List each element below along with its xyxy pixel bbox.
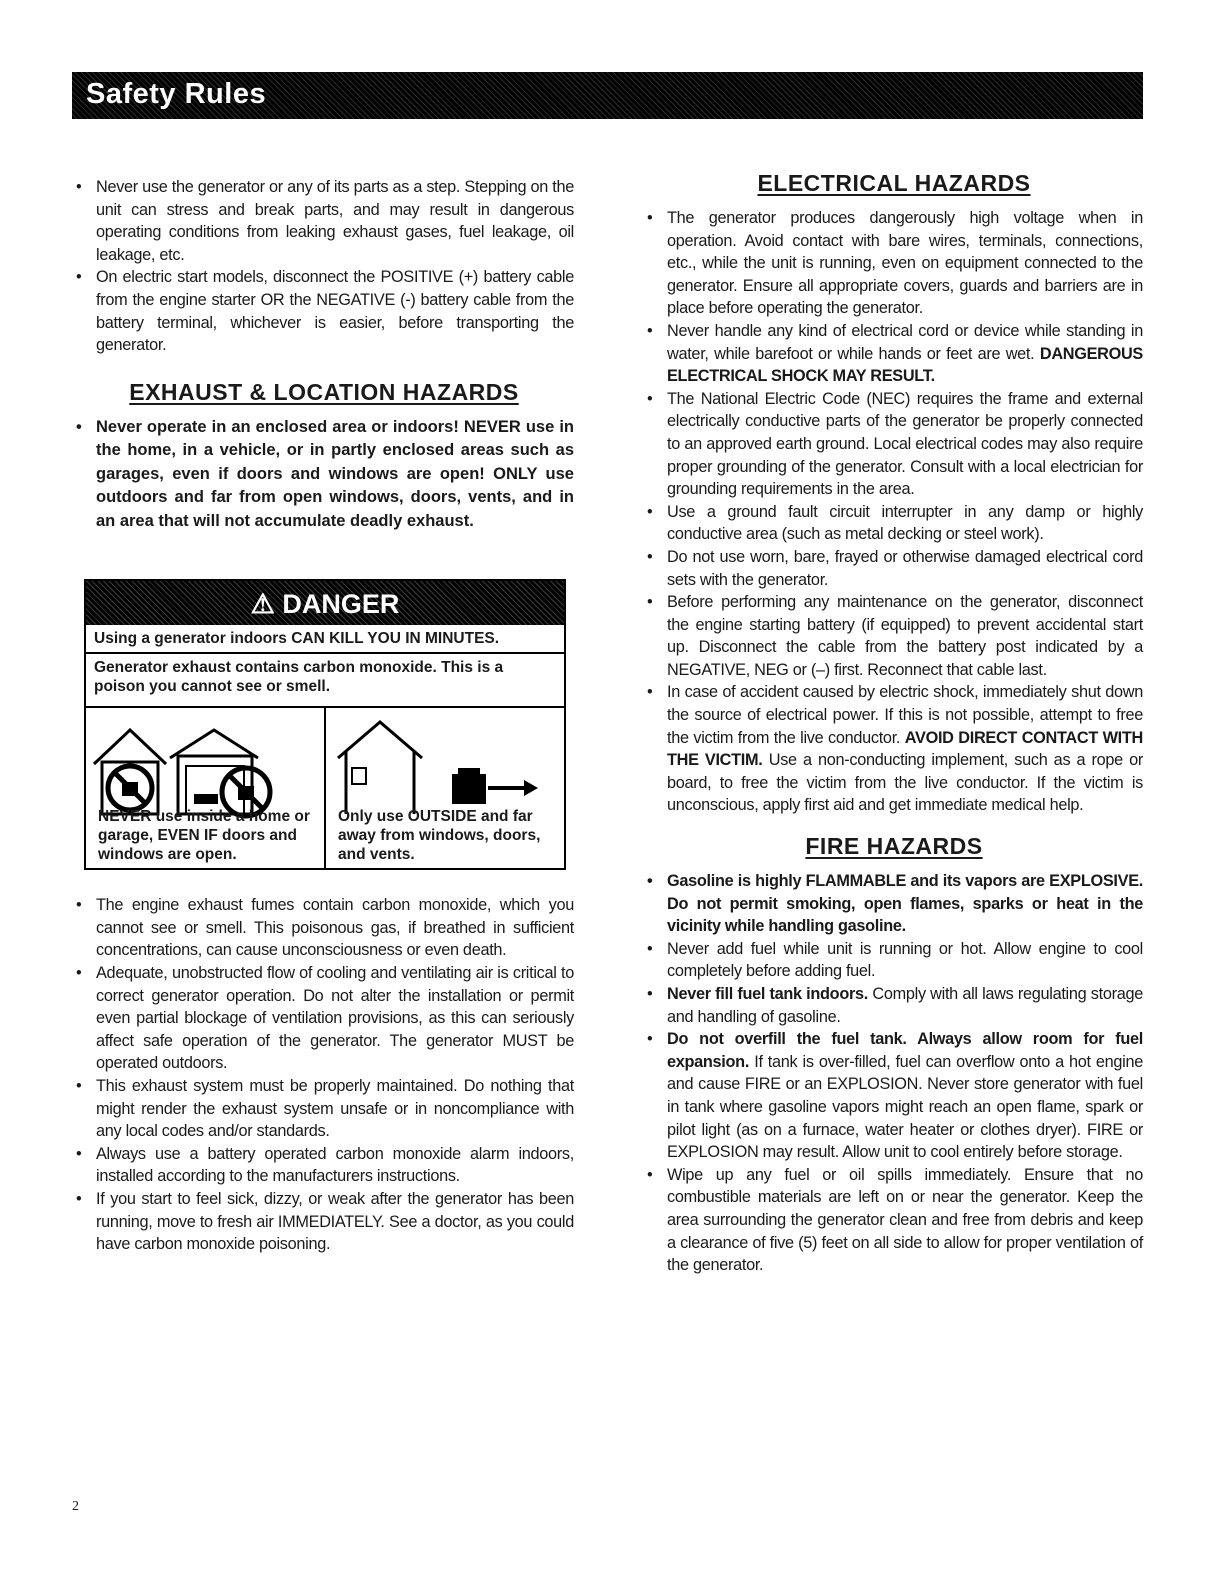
list-item: • Do not use worn, bare, frayed or otherwise damaged electrical cord sets with the generator. <box>645 546 1143 591</box>
exhaust-warning-list <box>74 416 574 534</box>
list-item: • Do not overfill the fuel tank. Always allow room for fuel expansion. If tank is over-filled, fuel can overflow onto a hot engine and cause FIRE or an EXPLOSION. Never store generator with fuel in tank where gasoline vapors might reach an open flame, spark or pilot light (as on a furnace, water heater or clothes dryer). FIRE or EXPLOSION may result. Allow unit to cool entirely before storage. <box>645 1028 1143 1164</box>
list-item: • Always use a battery operated carbon monoxide alarm indoors, installed according to the manufacturers instructions. <box>74 1143 574 1188</box>
danger-box <box>84 579 566 870</box>
list-item: • The generator produces dangerously high voltage when in operation. Avoid contact with bare wires, terminals, connections, etc., while the unit is running, even on equipment connected to the generator. Ensure all appropriate covers, guards and barriers are in place before operating the generator. <box>645 207 1143 320</box>
right-column <box>645 170 1143 1277</box>
left-column <box>74 176 574 1256</box>
exhaust-warning: • Never operate in an enclosed area or indoors! NEVER use in the home, in a vehicle, or in partly enclosed areas such as garages, even if doors and windows are open! ONLY use outdoors and far from open windows, doors, vents, and in an area that will not accumulate deadly exhaust. <box>74 416 574 534</box>
page-number: 2 <box>72 1499 79 1514</box>
exhaust-list <box>74 894 574 1256</box>
list-item: • The National Electric Code (NEC) requires the frame and external electrically conductive parts of the generator be properly connected to an approved earth ground. Local electrical codes may also require proper grounding of the generator. Consult with a local electrician for grounding requirements in the area. <box>645 388 1143 501</box>
list-item: • On electric start models, disconnect the POSITIVE (+) battery cable from the engine starter OR the NEGATIVE (-) battery cable from the battery terminal, whichever is easier, before transporting the generator. <box>74 266 574 356</box>
danger-line-2: Generator exhaust contains carbon monoxide. This is a poison you cannot see or smell. <box>94 659 504 696</box>
list-item: • Wipe up any fuel or oil spills immediately. Ensure that no combustible materials are left on or near the generator. Keep the area surrounding the generator clean and free from debris and keep a clearance of five (5) feet on all side to allow for proper ventilation of the generator. <box>645 1164 1143 1277</box>
list-item: • Gasoline is highly FLAMMABLE and its vapors are EXPLOSIVE. Do not permit smoking, open flames, sparks or heat in the vicinity while handling gasoline. <box>645 870 1143 938</box>
danger-pictograms <box>86 706 564 868</box>
list-item: • Before performing any maintenance on the generator, disconnect the engine starting battery (if equipped) to prevent accidental start up. Disconnect the cable from the battery post indicated by a NEGATIVE, NEG or (–) first. Reconnect that cable last. <box>645 591 1143 681</box>
page-title: Safety Rules <box>86 78 267 110</box>
list-item: • This exhaust system must be properly maintained. Do nothing that might render the exhaust system unsafe or in noncompliance with any local codes and/or standards. <box>74 1075 574 1143</box>
caption-outdoors: Only use OUTSIDE and far away from windows, doors, and vents. <box>338 808 541 864</box>
pictogram-outdoors <box>324 708 564 868</box>
fire-heading: FIRE HAZARDS <box>805 833 983 860</box>
exhaust-heading: EXHAUST & LOCATION HAZARDS <box>129 378 519 405</box>
section-header-bar <box>72 72 1143 119</box>
list-item: • Never use the generator or any of its parts as a step. Stepping on the unit can stress and break parts, and may result in dangerous operating conditions from leaking exhaust gases, fuel leakage, oil leakage, etc. <box>74 176 574 266</box>
electrical-list <box>645 207 1143 817</box>
danger-title: ⚠ DANGER <box>86 581 564 625</box>
list-item: • Never add fuel while unit is running or hot. Allow engine to cool completely before adding fuel. <box>645 938 1143 983</box>
list-item: • The engine exhaust fumes contain carbon monoxide, which you cannot see or smell. This poisonous gas, if breathed in sufficient concentrations, can cause unconsciousness or even death. <box>74 894 574 962</box>
list-item: • Never handle any kind of electrical cord or device while standing in water, while barefoot or while hands or feet are wet. DANGEROUS ELECTRICAL SHOCK MAY RESULT. <box>645 320 1143 388</box>
pictogram-indoors <box>86 708 324 868</box>
intro-list <box>74 176 574 357</box>
list-item: • If you start to feel sick, dizzy, or weak after the generator has been running, move to fresh air IMMEDIATELY. See a doctor, as you could have carbon monoxide poisoning. <box>74 1188 574 1256</box>
electrical-heading: ELECTRICAL HAZARDS <box>757 170 1031 196</box>
fire-list <box>645 870 1143 1277</box>
list-item: • Use a ground fault circuit interrupter in any damp or highly conductive area (such as metal decking or steel work). <box>645 501 1143 546</box>
list-item: • Adequate, unobstructed flow of cooling and ventilating air is critical to correct generator operation. Do not alter the installation or permit even partial blockage of ventilation provisions, as this can seriously affect safe operation of the generator. The generator MUST be operated outdoors. <box>74 962 574 1075</box>
list-item: • In case of accident caused by electric shock, immediately shut down the source of electrical power. If this is not possible, attempt to free the victim from the live conductor. AVOID DIRECT CONTACT WITH THE VICTIM. Use a non-conducting implement, such as a rope or board, to free the victim from the live conductor. If the victim is unconscious, apply first aid and get immediate medical help. <box>645 681 1143 817</box>
caption-indoors: NEVER use inside a home or garage, EVEN IF doors and windows are open. <box>98 808 310 864</box>
danger-line-1: Using a generator indoors CAN KILL YOU IN MINUTES. <box>94 630 500 648</box>
list-item: • Never fill fuel tank indoors. Comply with all laws regulating storage and handling of gasoline. <box>645 983 1143 1028</box>
